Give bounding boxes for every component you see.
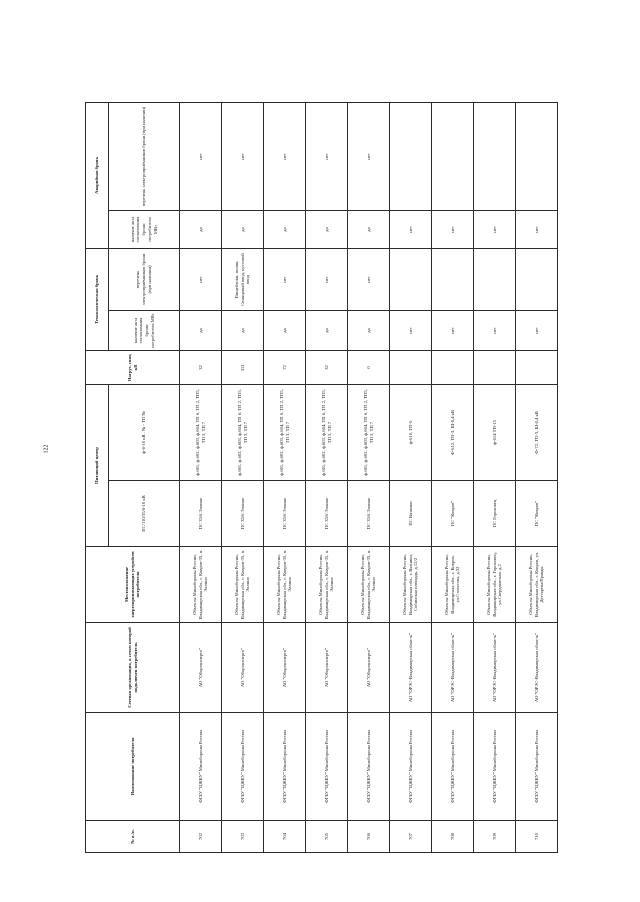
cell-num: 710 [516, 821, 558, 853]
cell-feeder: ф.601, ф.602, ф.603, ф.604, ТП 6, ТП 2, ТП5, ТП 3, ТП 7 [222, 385, 264, 481]
cell-location: Объекты Минобороны России, Владимирская обл., г. Ковров, ул.Столетова, д.32 [432, 547, 474, 623]
cell-tech-value: нет [390, 311, 432, 351]
cell-location: Объекты Минобороны России, Владимирская обл., г. Гороховец, ул.Свердловская, д.2 [474, 547, 516, 623]
cell-capacity [432, 351, 474, 385]
cell-num: 703 [222, 821, 264, 853]
cell-network-org: АО "Оборонэнерго" [180, 623, 222, 713]
header-network-org: Сетевая организация, к сетям которой подключен потребитель [86, 623, 180, 713]
cell-emg-list [432, 103, 474, 211]
cell-emg-value: нет [390, 211, 432, 249]
cell-location: Объекты Минобороны России, Владимирская обл., г. Вязники, Собинская площадь, д.12/2 [390, 547, 432, 623]
cell-emg-list: нет [180, 103, 222, 211]
table-row [180, 103, 222, 853]
header-capacity: Нагруз. снят, кВ [86, 351, 180, 385]
cell-consumer: ФГБУ "ЦЖКУ" Минобороны России [180, 713, 222, 821]
cell-num: 709 [474, 821, 516, 853]
cell-capacity [390, 351, 432, 385]
table-row [306, 103, 348, 853]
cell-substation: ПС 35/6 Эллино [348, 481, 390, 547]
cell-capacity: 321 [222, 351, 264, 385]
header-feeder: ф-6-10 кВ . № - ТП № [109, 385, 180, 481]
cell-tech-value: нет [474, 311, 516, 351]
cell-substation: ПС "Ковров" [516, 481, 558, 547]
cell-emg-value: нет [432, 211, 474, 249]
table-row [516, 103, 558, 853]
table-row [474, 103, 516, 853]
cell-tech-value: да [180, 311, 222, 351]
cell-network-org: АО "ОРЭС-Владимирская область" [474, 623, 516, 713]
cell-consumer: ФГБУ "ЦЖКУ" Минобороны России [390, 713, 432, 821]
cell-substation: ПС 35/6 Эллино [222, 481, 264, 547]
consumer-power-table [85, 102, 558, 853]
cell-substation: ПС Гороховец [474, 481, 516, 547]
cell-tech-value: да [348, 311, 390, 351]
header-emg-value: наличие акта согласования брони потребителя МВт [109, 211, 180, 249]
cell-feeder: ф.601, ф.602, ф.603, ф.604, ТП 6, ТП 2, ТП5, ТП 3, ТП 7 [348, 385, 390, 481]
cell-feeder: ф-610, ТП-5 [390, 385, 432, 481]
cell-location: Объекты Минобороны России, Владимирская обл., г. Ковров, ул. Дегтярева/Правды [516, 547, 558, 623]
cell-network-org: АО "ОРЭС-Владимирская область" [432, 623, 474, 713]
cell-num: 707 [390, 821, 432, 853]
cell-emg-value: да [348, 211, 390, 249]
cell-feeder: ф.601, ф.602, ф.603, ф.604, ТП 6, ТП 2, ТП5, ТП 3, ТП 7 [306, 385, 348, 481]
cell-capacity [474, 351, 516, 385]
header-emergency-armor: Аварийная бронь [86, 103, 109, 249]
cell-location: Объекты Минобороны России, Владимирская обл., г. Ковров-35, п. Эллино [222, 547, 264, 623]
cell-location: Объекты Минобороны России, Владимирская обл., г. Ковров-35, п. Эллино [180, 547, 222, 623]
table-row [348, 103, 390, 853]
cell-substation: ПС "Ковров" [432, 481, 474, 547]
cell-emg-list [474, 103, 516, 211]
cell-tech-list [474, 249, 516, 311]
cell-capacity: 32 [306, 351, 348, 385]
header-num: № п./п. [86, 821, 180, 853]
cell-consumer: ФГБУ "ЦЖКУ" Минобороны России [222, 713, 264, 821]
rotated-table-sheet [85, 103, 555, 853]
cell-network-org: АО "Оборонэнерго" [222, 623, 264, 713]
cell-emg-list: нет [264, 103, 306, 211]
cell-num: 704 [264, 821, 306, 853]
header-substation: ПС/110/35/6-10 кВ [109, 481, 180, 547]
cell-emg-list: нет [222, 103, 264, 211]
cell-network-org: АО "Оборонэнерго" [306, 623, 348, 713]
cell-feeder: ф.601, ф.602, ф.603, ф.604, ТП 6, ТП 2, ТП5, ТП 3, ТП 7 [180, 385, 222, 481]
cell-emg-list [516, 103, 558, 211]
header-location: Местоположение энергопринимающих устройств потребителя [86, 547, 180, 623]
cell-tech-list: Пищеблоки, полив, Свинцовый ввод, кустовой ввод [222, 249, 264, 311]
table-row [264, 103, 306, 853]
header-consumer: Наименование потребителя [86, 713, 180, 821]
cell-substation: ПС Вязники [390, 481, 432, 547]
cell-consumer: ФГБУ "ЦЖКУ" Минобороны России [432, 713, 474, 821]
cell-emg-list: нет [348, 103, 390, 211]
cell-num: 705 [306, 821, 348, 853]
cell-capacity: 0 [348, 351, 390, 385]
cell-tech-value: да [222, 311, 264, 351]
table-row [432, 103, 474, 853]
cell-feeder: ф.601, ф.602, ф.603, ф.604, ТП 6, ТП 2, ТП5, ТП 3, ТП 7 [264, 385, 306, 481]
cell-emg-list [390, 103, 432, 211]
table-row [390, 103, 432, 853]
cell-consumer: ФГБУ "ЦЖКУ" Минобороны России [306, 713, 348, 821]
header-tech-armor: Технологическая бронь [86, 249, 109, 351]
cell-feeder: Ф-612, ТП-3, Ш-0,4 кВ [432, 385, 474, 481]
cell-tech-list [516, 249, 558, 311]
cell-emg-value: нет [474, 211, 516, 249]
cell-feeder: ф-614 ТП-15 [474, 385, 516, 481]
cell-substation: ПС 35/6 Эллино [180, 481, 222, 547]
cell-network-org: АО "Оборонэнерго" [264, 623, 306, 713]
cell-substation: ПС 35/6 Эллино [306, 481, 348, 547]
cell-tech-list: нет [180, 249, 222, 311]
cell-tech-list: нет [306, 249, 348, 311]
cell-emg-list: нет [306, 103, 348, 211]
cell-tech-value: да [306, 311, 348, 351]
cell-num: 702 [180, 821, 222, 853]
cell-capacity: 32 [180, 351, 222, 385]
cell-tech-list: нет [348, 249, 390, 311]
cell-tech-list [432, 249, 474, 311]
cell-location: Объекты Минобороны России, Владимирская обл., г. Ковров-35, п. Эллино [306, 547, 348, 623]
cell-num: 708 [432, 821, 474, 853]
cell-tech-value: да [264, 311, 306, 351]
header-emg-list: перечень электроприёмников брони (при наличии) [109, 103, 180, 211]
cell-emg-value: да [180, 211, 222, 249]
cell-capacity: 72 [264, 351, 306, 385]
page-number: 122 [43, 444, 50, 454]
cell-consumer: ФГБУ "ЦЖКУ" Минобороны России [474, 713, 516, 821]
cell-location: Объекты Минобороны России, Владимирская обл., г. Ковров-35, п. Эллино [348, 547, 390, 623]
cell-network-org: АО "ОРЭС-Владимирская область" [516, 623, 558, 713]
cell-feeder: Ф-72, ТП-3, Ш-0,4 кВ [516, 385, 558, 481]
cell-tech-list [390, 249, 432, 311]
header-tech-list: перечень электроприёмников брони (при наличии) [109, 249, 180, 311]
header-row-groups [86, 103, 109, 853]
cell-network-org: АО "Оборонэнерго" [348, 623, 390, 713]
header-tech-value: наличие акта согласования брони потребителя МВт [109, 311, 180, 351]
cell-emg-value: да [222, 211, 264, 249]
cell-consumer: ФГБУ "ЦЖКУ" Минобороны России [264, 713, 306, 821]
cell-consumer: ФГБУ "ЦЖКУ" Минобороны России [348, 713, 390, 821]
cell-tech-list: нет [264, 249, 306, 311]
cell-substation: ПС 35/6 Эллино [264, 481, 306, 547]
cell-capacity [516, 351, 558, 385]
cell-network-org: АО "ОРЭС-Владимирская область" [390, 623, 432, 713]
cell-num: 706 [348, 821, 390, 853]
cell-tech-value: нет [516, 311, 558, 351]
cell-consumer: ФГБУ "ЦЖКУ" Минобороны России [516, 713, 558, 821]
header-supply-center: Питающий центр [86, 385, 109, 547]
cell-tech-value: нет [432, 311, 474, 351]
cell-emg-value: нет [516, 211, 558, 249]
cell-location: Объекты Минобороны России, Владимирская обл., г. Ковров-35, п. Эллино [264, 547, 306, 623]
table-row [222, 103, 264, 853]
cell-emg-value: да [306, 211, 348, 249]
cell-emg-value: да [264, 211, 306, 249]
